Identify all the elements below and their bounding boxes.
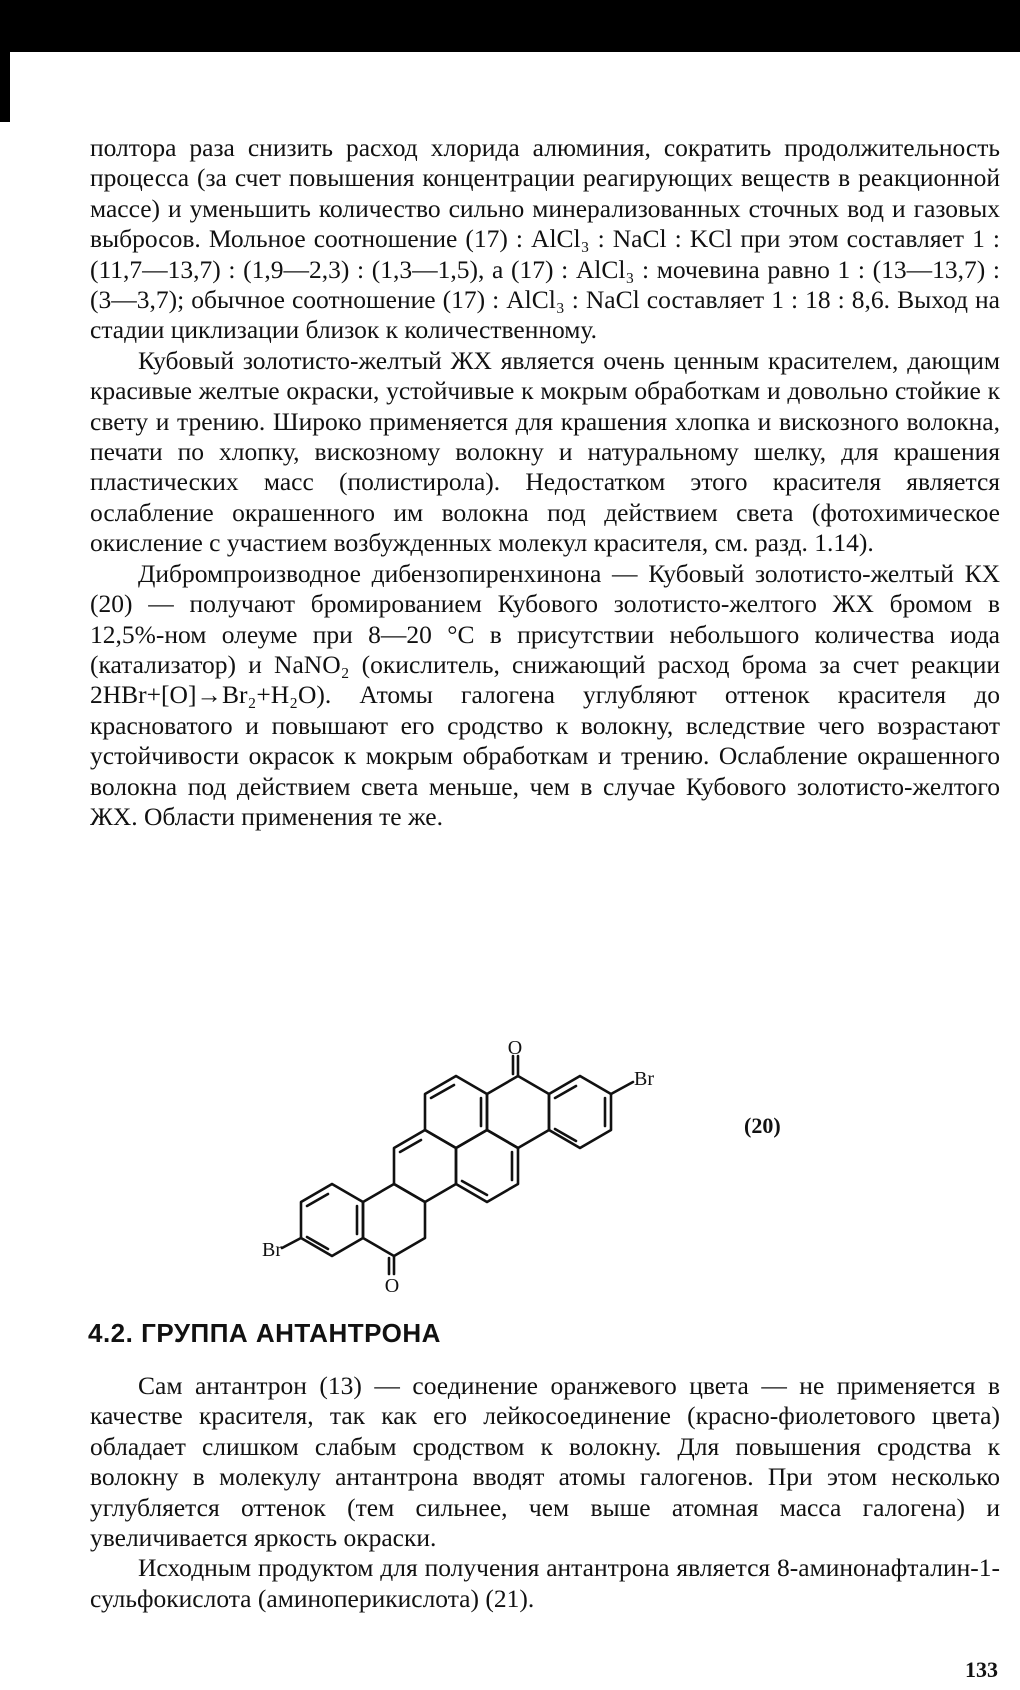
scan-left-edge xyxy=(0,52,10,122)
body-text-top xyxy=(90,133,1000,832)
scan-top-border xyxy=(0,0,1020,52)
paragraph-anthanthrone: Сам антантрон (13) — соединение оранжевого цвета — не применяется в качестве красителя, так как его лейкосоединение (красно-фиолетового цвета) обладает слишком слабым сродством к волокну. Для повышения сродства к волокну в молекулу антантрона вводят атомы галогенов. При этом несколько углубляется оттенок (тем сильнее, чем выше атомная масса галогена) и увеличивается яркость окраски. xyxy=(90,1371,1000,1553)
paragraph-vat-golden-yellow-zhkh: Кубовый золотисто-желтый ЖХ является очень ценным красителем, дающим красивые желтые окраски, устойчивые к мокрым обработкам и довольно стойкие к свету и трению. Широко применяется для крашения хлопка и вискозного волокна, печати по хлопку, вискозному волокну и натуральному шелку, для крашения пластических масс (полистирола). Недостатком этого красителя является ослабление окрашенного им волокна под действием света (фотохимическое окисление с участием возбужденных молекул красителя, см. разд. 1.14). xyxy=(90,345,1000,558)
paragraph-starting-material: Исходным продуктом для получения антантрона является 8-аминонафталин-1-сульфокислота (аминоперикислота) (21). xyxy=(90,1553,1000,1613)
paragraph-continuation: полтора раза снизить расход хлорида алюминия, сократить продолжительность процесса (за счет повышения концентрации реагирующих веществ в реакционной массе) и уменьшить количество сильно минерализованных сточных вод и газовых выбросов. Мольное соотношение (17) : AlCl₃ : NaCl : KCl при этом составляет 1 : (11,7—13,7) : (1,9—2,3) : (1,3—1,5), а (17) : AlCl₃ : мочевина равно 1 : (13—13,7) : (3—3,7); обычное соотношение (17) : AlCl₃ : NaCl составляет 1 : 18 : 8,6. Выход на стадии циклизации близок к количественному. xyxy=(90,133,1000,345)
page-number: 133 xyxy=(965,1657,998,1682)
paragraph-dibromo-derivative: Дибромпроизводное дибензопиренхинона — Кубовый золотисто-желтый КХ (20) — получают бромированием Кубового золотисто-желтого ЖХ бромом в 12,5%-ном олеуме при 8—20 °С в присутствии небольшого количества иода (катализатор) и NaNO₂ (окислитель, снижающий расход брома за счет реакции 2HBr+[O]→Br₂+H₂O). Атомы галогена углубляют оттенок красителя до красноватого и повышают его сродство к волокну, вследствие чего возрастают устойчивости окрасок к мокрым обработкам и трению. Ослабление окрашенного волокна под действием света меньше, чем в случае Кубового золотисто-желтого ЖХ. Области применения те же. xyxy=(90,558,1000,831)
bromine-label-right: Br xyxy=(634,1068,654,1090)
oxygen-label-bottom: O xyxy=(384,1275,400,1297)
dibromodibenzopyrenequinone-structure xyxy=(262,1037,654,1297)
oxygen-label-top: O xyxy=(507,1037,523,1059)
body-text-bottom xyxy=(90,1371,1000,1614)
section-heading: 4.2. ГРУППА АНТАНТРОНА xyxy=(88,1318,441,1348)
formula-number: (20) xyxy=(744,1113,781,1138)
bromine-label-left: Br xyxy=(262,1239,282,1261)
